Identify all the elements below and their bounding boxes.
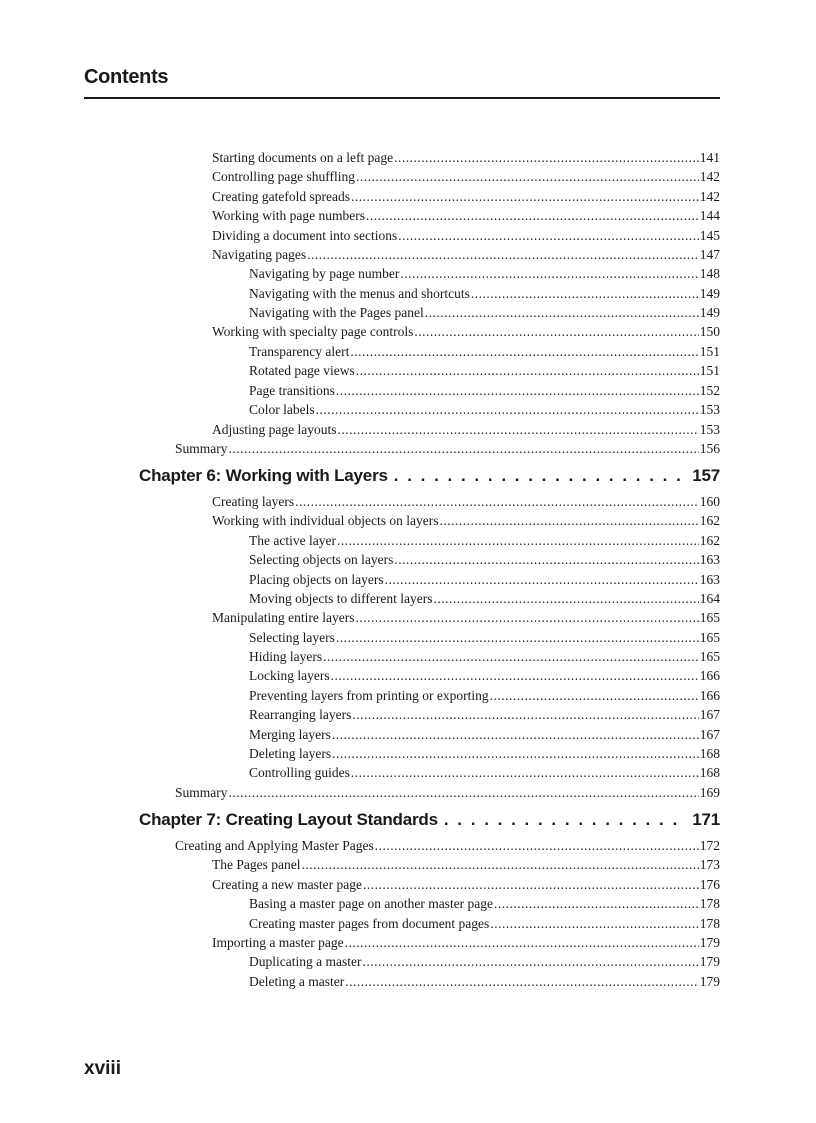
toc-entry[interactable] [212,187,720,206]
toc-entry[interactable] [212,420,720,439]
dot-leader [490,914,698,933]
toc-entry-page: 156 [699,441,720,456]
toc-entry[interactable] [249,303,720,322]
running-header [84,64,720,90]
toc-entry-page: 178 [699,896,720,911]
toc-entry[interactable] [249,400,720,419]
toc-entry[interactable] [249,952,720,971]
toc-entry-page: 142 [699,189,720,204]
toc-entry-page: 178 [699,916,720,931]
toc-entry-label: Navigating with the Pages panel [249,305,424,320]
dot-leader [351,763,699,782]
toc-entry-page: 166 [699,688,720,703]
toc-entry[interactable] [249,570,720,589]
dot-leader [355,608,698,627]
toc-entry[interactable] [175,439,720,458]
dot-leader [229,439,699,458]
toc-entry-label: Rotated page views [249,363,355,378]
header-rule [84,97,720,99]
toc-entry[interactable] [249,725,720,744]
toc-entry-label: Manipulating entire layers [212,610,355,625]
dot-leader [332,725,699,744]
toc-entry-page: 163 [699,552,720,567]
toc-entry-label: Working with individual objects on layers [212,513,439,528]
dot-leader [356,167,699,186]
chapter-title: Chapter 7: Creating Layout Standards [139,810,438,829]
toc-entry-label: Importing a master page [212,935,344,950]
toc-entry-page: 179 [699,954,720,969]
toc-entry[interactable] [212,245,720,264]
toc-entry-label: Adjusting page layouts [212,422,337,437]
toc-entry[interactable] [249,763,720,782]
toc-entry[interactable] [249,914,720,933]
toc-entry-page: 165 [699,610,720,625]
dot-leader [362,952,698,971]
toc-entry-label: Deleting a master [249,974,345,989]
chapter-page: 157 [692,466,720,485]
dot-leader [440,511,699,530]
toc-entry-label: Working with specialty page controls [212,324,414,339]
toc-entry-label: Selecting layers [249,630,335,645]
toc-entry[interactable] [212,148,720,167]
toc-entry[interactable] [249,550,720,569]
toc-entry-label: Basing a master page on another master page [249,896,494,911]
toc-entry-page: 176 [699,877,720,892]
toc-entry-label: Rearranging layers [249,707,352,722]
dot-leader [394,148,699,167]
toc-entry-label: Color labels [249,402,315,417]
toc-entry-label: Navigating with the menus and shortcuts [249,286,470,301]
toc-entry[interactable] [249,666,720,685]
toc-entry-label: Creating master pages from document pages [249,916,490,931]
dot-leader [363,875,699,894]
toc-entry[interactable] [249,342,720,361]
toc-entry-page: 162 [699,513,720,528]
dot-leader [433,589,698,608]
toc-entry-label: Creating gatefold spreads [212,189,350,204]
dot-leader [494,894,699,913]
toc-entry[interactable] [249,589,720,608]
toc-entry-page: 167 [699,727,720,742]
dot-leader [307,245,699,264]
toc-entry[interactable] [249,647,720,666]
toc-entry-page: 166 [699,668,720,683]
toc-entry[interactable] [212,492,720,511]
toc-entry[interactable] [212,855,720,874]
toc-entry-label: Working with page numbers [212,208,366,223]
dot-leader [394,464,686,488]
toc-entry-label: Controlling guides [249,765,350,780]
toc-entry-label: Dividing a document into sections [212,228,398,243]
chapter-heading[interactable] [139,808,720,832]
toc-entry-page: 152 [699,383,720,398]
dot-leader [229,783,699,802]
toc-entry-label: Moving objects to different layers [249,591,433,606]
toc-entry-label: The Pages panel [212,857,301,872]
toc-entry-label: Locking layers [249,668,330,683]
toc-entry-page: 168 [699,746,720,761]
dot-leader [375,836,699,855]
toc-entry-page: 162 [699,533,720,548]
toc-entry-label: Deleting layers [249,746,332,761]
toc-entry-label: Hiding layers [249,649,323,664]
dot-leader [366,206,699,225]
dot-leader [345,972,699,991]
chapter-title: Chapter 6: Working with Layers [139,466,388,485]
toc-entry-label: Controlling page shuffling [212,169,355,184]
chapter-heading[interactable] [139,464,720,488]
toc-entry[interactable] [212,608,720,627]
dot-leader [316,400,699,419]
toc-entry-page: 168 [699,765,720,780]
toc-entry-label: Navigating by page number [249,266,400,281]
page-title: Contents [84,66,169,88]
dot-leader [394,550,698,569]
toc-entry-label: Summary [175,785,228,800]
toc-entry-label: Merging layers [249,727,331,742]
dot-leader [295,492,699,511]
toc-entry[interactable] [175,836,720,855]
dot-leader [398,226,699,245]
dot-leader [336,381,699,400]
toc-entry-label: Creating layers [212,494,295,509]
dot-leader [331,666,699,685]
toc-entry-page: 179 [699,974,720,989]
dot-leader [351,187,699,206]
toc-entry-page: 153 [699,402,720,417]
toc-entry-page: 153 [699,422,720,437]
dot-leader [385,570,699,589]
toc-entry[interactable] [175,783,720,802]
dot-leader [337,531,699,550]
toc-entry-label: Page transitions [249,383,335,398]
page-number: xviii [84,1058,121,1079]
toc-entry-page: 148 [699,266,720,281]
toc-entry-page: 145 [699,228,720,243]
toc-entry-page: 165 [699,649,720,664]
toc-entry[interactable] [249,744,720,763]
dot-leader [490,686,699,705]
dot-leader [345,933,699,952]
dot-leader [301,855,698,874]
toc-entry[interactable] [212,206,720,225]
toc-entry-label: Creating and Applying Master Pages [175,838,374,853]
toc-entry-page: 147 [699,247,720,262]
toc-entry-label: Duplicating a master [249,954,362,969]
toc-entry-page: 167 [699,707,720,722]
toc-entry-page: 149 [699,305,720,320]
toc-entry-page: 151 [699,363,720,378]
dot-leader [471,284,699,303]
toc-entry-label: Placing objects on layers [249,572,384,587]
dot-leader [425,303,699,322]
dot-leader [323,647,699,666]
toc-entry-label: Selecting objects on layers [249,552,394,567]
toc-entry-page: 179 [699,935,720,950]
toc-entry-label: Transparency alert [249,344,350,359]
toc-entry[interactable] [212,226,720,245]
dot-leader [332,744,699,763]
dot-leader [338,420,699,439]
toc-entry-page: 172 [699,838,720,853]
toc-entry[interactable] [249,628,720,647]
toc-entry[interactable] [249,686,720,705]
toc-entry[interactable] [249,284,720,303]
toc-entry[interactable] [249,894,720,913]
dot-leader [400,264,698,283]
toc-entry-page: 150 [699,324,720,339]
toc-entry-label: Creating a new master page [212,877,362,892]
toc-entry-page: 142 [699,169,720,184]
toc-entry[interactable] [249,264,720,283]
toc-entry-page: 144 [699,208,720,223]
toc-entry-label: Preventing layers from printing or exporting [249,688,489,703]
dot-leader [352,705,698,724]
dot-leader [444,808,686,832]
dot-leader [356,361,699,380]
chapter-page: 171 [692,810,720,829]
toc-entry-page: 165 [699,630,720,645]
toc-entry[interactable] [249,972,720,991]
toc-entry-label: Starting documents on a left page [212,150,394,165]
toc-entry-page: 169 [699,785,720,800]
toc-entry-page: 160 [699,494,720,509]
toc-entry[interactable] [249,381,720,400]
toc-entry[interactable] [212,875,720,894]
dot-leader [350,342,698,361]
toc-entry-page: 149 [699,286,720,301]
toc-entry-label: Navigating pages [212,247,307,262]
toc-entry[interactable] [212,167,720,186]
toc-entry[interactable] [249,531,720,550]
toc-entry[interactable] [212,322,720,341]
toc-entry-page: 151 [699,344,720,359]
toc-entry[interactable] [212,933,720,952]
toc-entry-page: 141 [699,150,720,165]
toc-entry-label: Summary [175,441,228,456]
toc-entry[interactable] [249,361,720,380]
toc-entry-label: The active layer [249,533,336,548]
toc-entry-page: 164 [699,591,720,606]
dot-leader [414,322,698,341]
toc-entry[interactable] [249,705,720,724]
dot-leader [336,628,699,647]
toc-entry[interactable] [212,511,720,530]
toc-entry-page: 173 [699,857,720,872]
toc-entry-page: 163 [699,572,720,587]
